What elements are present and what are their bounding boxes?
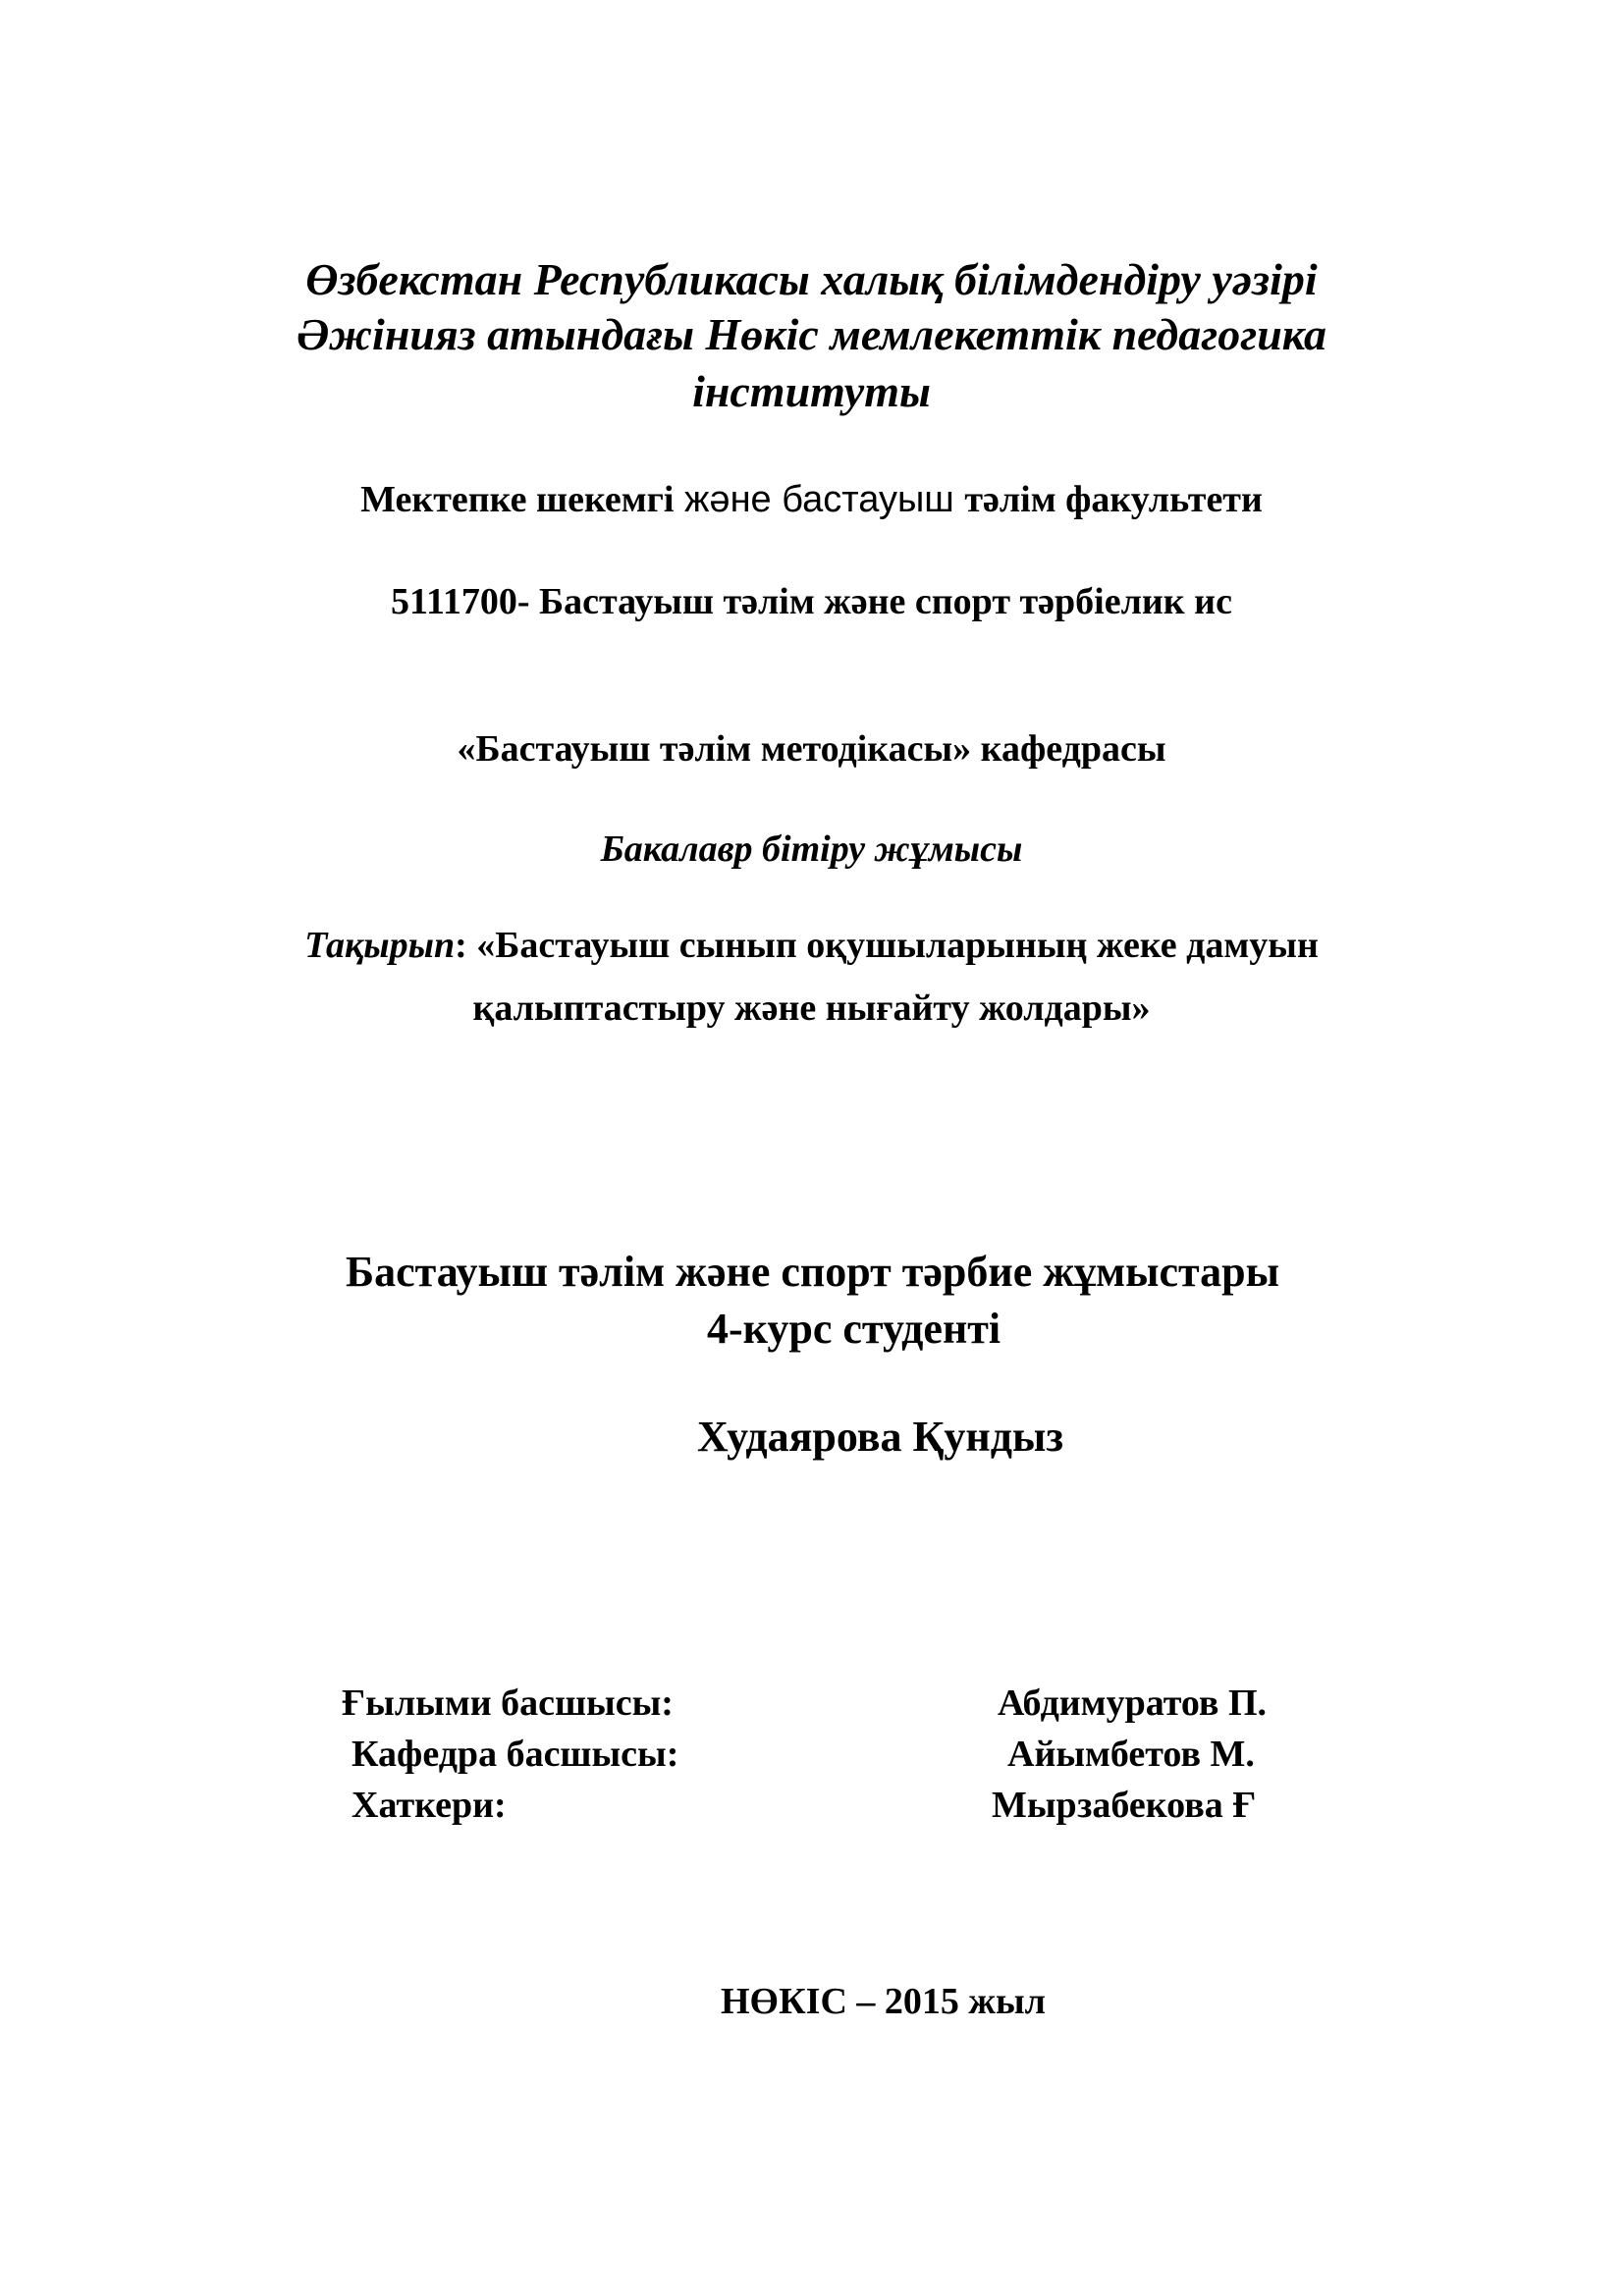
signature-person-head: Айымбетов М. bbox=[1007, 1734, 1255, 1775]
signature-person-secretary: Мырзабекова Ғ bbox=[992, 1785, 1257, 1826]
faculty-title bbox=[0, 481, 1623, 518]
topic-title-line1: «Бастауыш сынып оқушыларының жеке дамуын bbox=[476, 925, 1319, 966]
department-title: «Бастауыш тəлім методікасы» кафедрасы bbox=[457, 728, 1166, 770]
topic-line1 bbox=[0, 927, 1623, 964]
faculty-part3: тəлім факультети bbox=[964, 479, 1263, 520]
signature-person-supervisor: Абдимуратов П. bbox=[998, 1682, 1268, 1724]
topic-title-line2: қалыптастыру жəне нығайту жолдары» bbox=[472, 988, 1151, 1029]
student-course: 4-курс студенті bbox=[707, 1305, 1001, 1353]
signature-role-head: Кафедра басшысы: bbox=[352, 1734, 679, 1775]
ministry-title: Өзбекстан Республикасы халық білімдендіру уәзірі bbox=[305, 254, 1318, 304]
topic-colon: : bbox=[455, 925, 477, 966]
specialty-title: 5111700- Бастауыш тəлім жəне спорт тəрбіелик ис bbox=[391, 581, 1232, 622]
student-program: Бастауыш тəлім жəне спорт тəрбие жұмыстары bbox=[346, 1248, 1279, 1296]
signature-role-supervisor: Ғылыми басшысы: bbox=[342, 1682, 674, 1724]
footer-city-year: НӨКІС – 2015 жыл bbox=[721, 1981, 1046, 2022]
institute-title-line1: Әжінияз атындағы Нөкіс мемлекеттік педагогика bbox=[297, 309, 1326, 359]
faculty-part2: жəне бастауыш bbox=[674, 479, 965, 520]
faculty-part1: Мектепке шекемгі bbox=[360, 479, 675, 520]
signature-role-secretary: Хаткери: bbox=[352, 1785, 507, 1826]
institute-title-line2: інституты bbox=[692, 366, 931, 416]
topic-label: Тақырып bbox=[304, 925, 456, 966]
student-name: Худаярова Қундыз bbox=[697, 1413, 1064, 1461]
work-type: Бакалавр бітіру жұмысы bbox=[600, 828, 1023, 870]
